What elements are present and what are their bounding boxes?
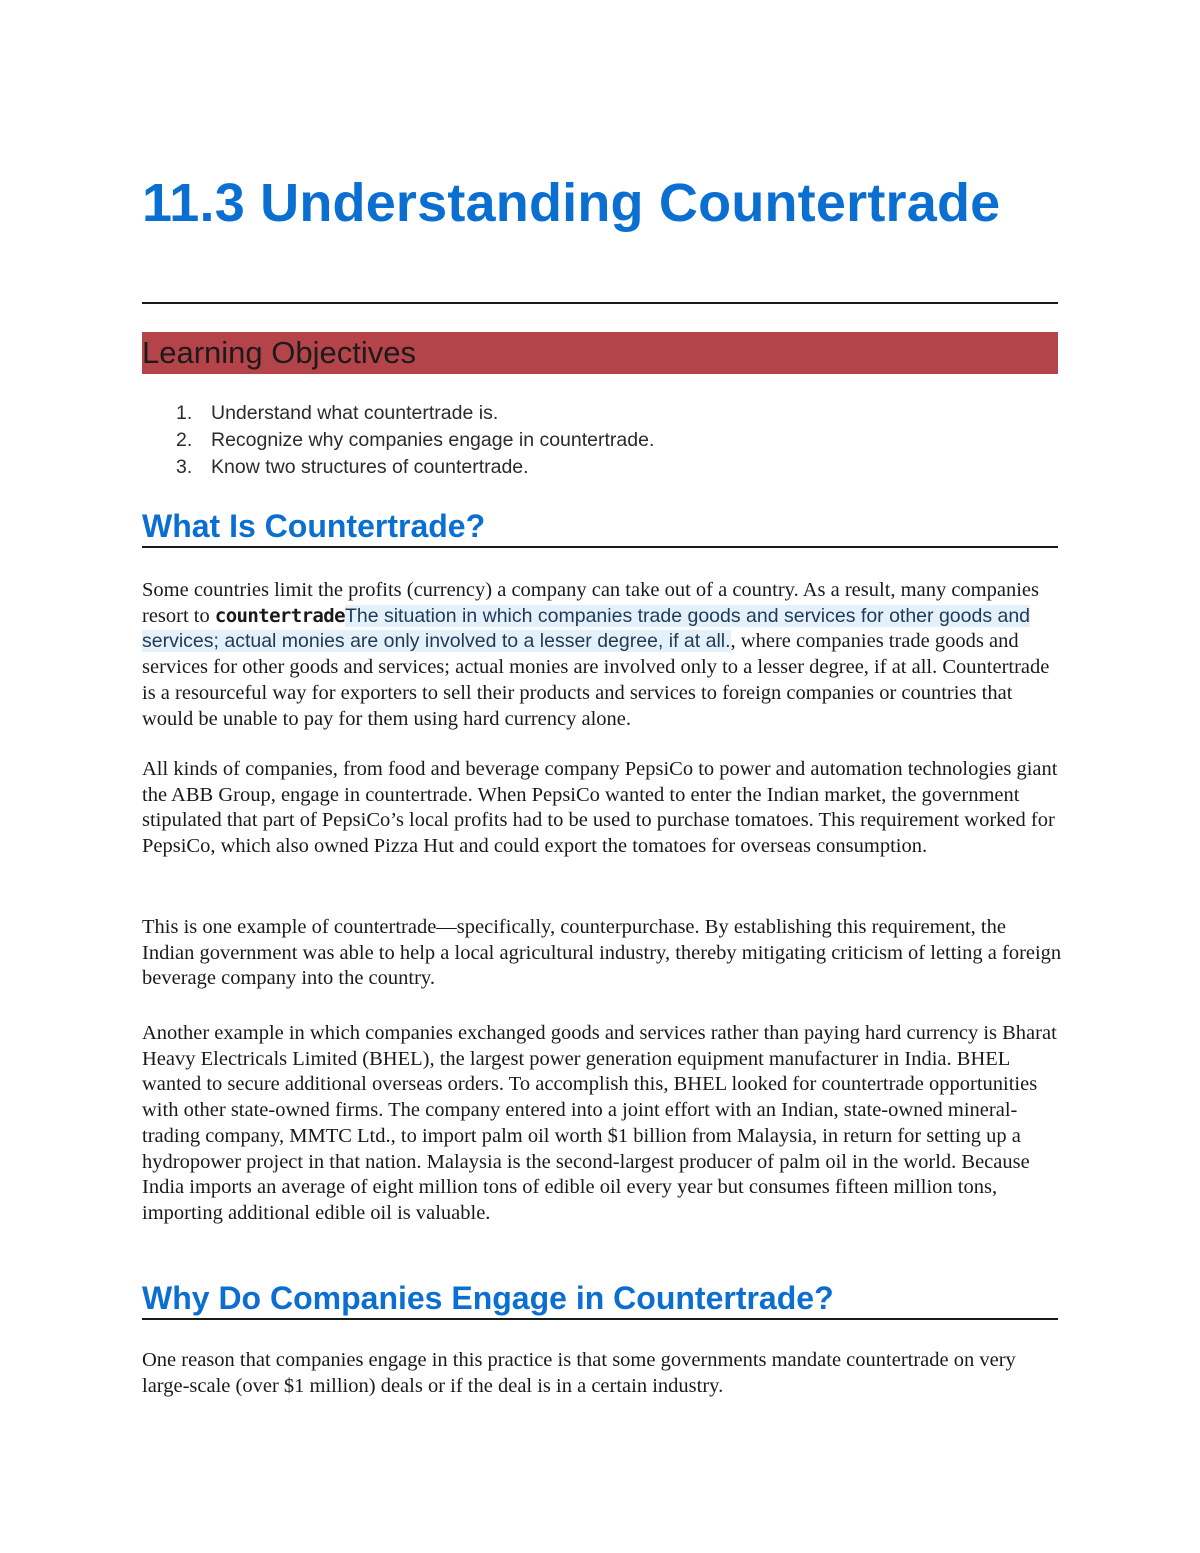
paragraph-text: Some countries limit the profits (currency) a company can take out of a country. As a result, many companies resort to [142, 579, 1039, 627]
section-heading-why-engage: Why Do Companies Engage in Countertrade? [142, 1280, 834, 1316]
section-heading-what-is-countertrade: What Is Countertrade? [142, 508, 486, 544]
section-divider [142, 1318, 1058, 1320]
paragraph-text: , where companies trade goods and services for other goods and services; actual monies are involved only to a lesser degree, if at all. Countertrade is a resourceful way for exporters to sell their products and services to foreign companies or countries that would be unable to pay for them using hard currency alone. [142, 630, 1050, 730]
glossary-term-link[interactable]: countertrade [214, 604, 345, 627]
list-item [142, 454, 1058, 481]
list-item-number: 2. [176, 429, 193, 451]
list-item-number: 3. [176, 456, 193, 478]
learning-objectives-list [142, 400, 1058, 481]
page-title: 11.3 Understanding Countertrade [142, 173, 1001, 233]
list-item [142, 400, 1058, 427]
list-item [142, 427, 1058, 454]
section-divider [142, 546, 1058, 548]
paragraph-countertrade-definition [142, 578, 1062, 732]
list-item-text: Understand what countertrade is. [211, 402, 499, 424]
paragraph-bhel-example: Another example in which companies exchanged goods and services rather than paying hard currency is Bharat Heavy Electricals Limited (BHEL), the largest power generation equipment manufacturer in India. BHEL wanted to secure additional overseas orders. To accomplish this, BHEL looked for countertrade opportunities with other state-owned firms. The company entered into a joint effort with an Indian, state-owned mineral-trading company, MMTC Ltd., to import palm oil worth $1 billion from Malaysia, in return for setting up a hydropower project in that nation. Malaysia is the second-largest producer of palm oil in the world. Because India imports an average of eight million tons of edible oil every year but consumes fifteen million tons, importing additional edible oil is valuable. [142, 1022, 1057, 1224]
list-item-number: 1. [176, 402, 193, 424]
list-item-text: Recognize why companies engage in countertrade. [211, 429, 655, 451]
paragraph-counterpurchase: This is one example of countertrade—specifically, counterpurchase. By establishing this requirement, the Indian government was able to help a local agricultural industry, thereby mitigating criticism of letting a foreign beverage company into the country. [142, 916, 1062, 990]
paragraph-pepsico-example: All kinds of companies, from food and beverage company PepsiCo to power and automation technologies giant the ABB Group, engage in countertrade. When PepsiCo wanted to enter the Indian market, the government stipulated that part of PepsiCo’s local profits had to be used to purchase tomatoes. This requirement worked for PepsiCo, which also owned Pizza Hut and could export the tomatoes for overseas consumption. [142, 758, 1058, 858]
list-item-text: Know two structures of countertrade. [211, 456, 529, 478]
title-divider [142, 302, 1058, 304]
paragraph-government-mandate: One reason that companies engage in this practice is that some governments mandate countertrade on very large-scale (over $1 million) deals or if the deal is in a certain industry. [142, 1349, 1016, 1397]
glossary-definition: The situation in which companies trade goods and services for other goods and services; actual monies are only involved to a lesser degree, if at all. [142, 604, 1031, 653]
learning-objectives-heading: Learning Objectives [142, 335, 416, 370]
